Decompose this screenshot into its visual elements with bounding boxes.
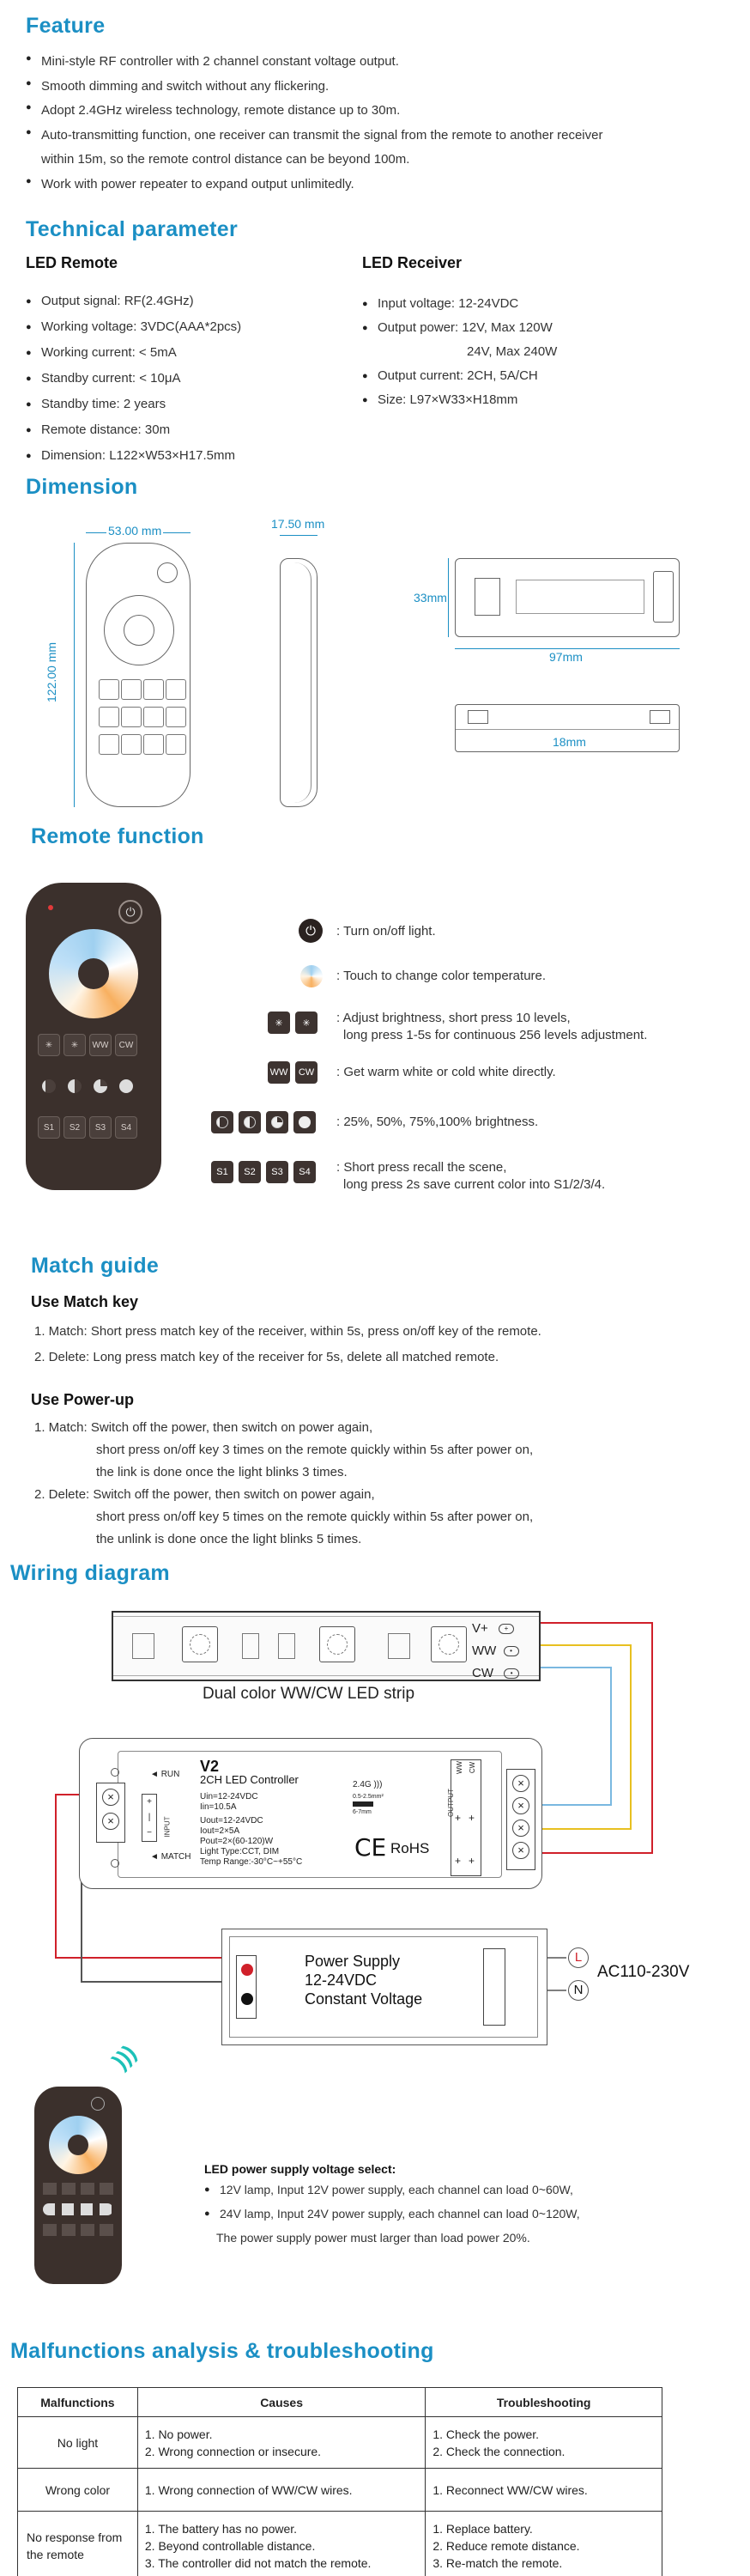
table-row	[18, 2417, 662, 2469]
func-scene-line2: long press 2s save current color into S1/2/3/4.	[343, 1177, 606, 1192]
note-list	[204, 2178, 580, 2250]
wiring-title: Wiring diagram	[10, 1561, 170, 1585]
spec-item: ● Remote distance: 30m	[26, 417, 241, 443]
s1-key: S1	[38, 1116, 60, 1139]
feature-item: ● Adopt 2.4GHz wireless technology, remote distance up to 30m.	[26, 99, 729, 124]
terminal-cw: CW	[472, 1666, 493, 1680]
s3-key: S3	[89, 1116, 112, 1139]
brightness-down-icon: ✳	[268, 1012, 290, 1034]
remote-photo: ⏻ ✳ ✳ WW CW S1 S2 S3 S4	[26, 883, 161, 1190]
out-cw: CW	[469, 1761, 477, 1774]
table-header-row	[18, 2388, 662, 2417]
spec-line: Light Type:CCT, DIM	[200, 1847, 280, 1856]
feature-title: Feature	[26, 14, 106, 38]
led-remote-title: LED Remote	[26, 254, 118, 271]
func-scene-line1: : Short press recall the scene,	[336, 1160, 507, 1175]
input-terminal-block: × ×	[96, 1783, 125, 1843]
note-item-cont: The power supply power must larger than load power 20%.	[216, 2231, 530, 2245]
spec-item: ● Working voltage: 3VDC(AAA*2pcs)	[26, 314, 241, 340]
spec-item: ● Output power: 12V, Max 120W	[362, 316, 557, 340]
spec-line: Pout=2×(60-120)W	[200, 1837, 274, 1846]
spec-line: Uout=12-24VDC	[200, 1816, 263, 1826]
func-ww-cw: : Get warm white or cold white directly.	[336, 1065, 556, 1079]
fix-line: 1. Check the power.	[432, 2427, 540, 2441]
remote-outline-side	[280, 558, 318, 807]
spec-item: ● Output signal: RF(2.4GHz)	[26, 289, 241, 314]
cell-malfunction: No light	[18, 2417, 138, 2469]
match-key-step: 1. Match: Short press match key of the receiver, within 5s, press on/off key of the remote.	[34, 1324, 541, 1339]
controller-model: V2	[200, 1758, 220, 1775]
spec-line: Temp Range:-30°C~+55°C	[200, 1857, 303, 1867]
table-row	[18, 2469, 662, 2512]
match-guide-title: Match guide	[31, 1254, 160, 1278]
receiver-outline-top	[455, 558, 680, 637]
th-malfunctions: Malfunctions	[18, 2388, 138, 2417]
spec-item: ● Input voltage: 12-24VDC	[362, 292, 557, 316]
ce-mark: CE	[354, 1833, 387, 1862]
cause-line: 3. The controller did not match the remote.	[144, 2555, 372, 2570]
terminal-ww: WW	[472, 1643, 497, 1658]
controller-name: 2CH LED Controller	[200, 1773, 299, 1786]
wireless-icon: )))	[106, 2039, 142, 2074]
spec-line: Iin=10.5A	[200, 1802, 237, 1812]
power-up-title: Use Power-up	[31, 1391, 135, 1408]
match-key-title: Use Match key	[31, 1293, 139, 1310]
power-up-step-cont: the unlink is done once the light blinks 5 times.	[96, 1532, 362, 1546]
func-brightness-levels: : 25%, 50%, 75%,100% brightness.	[336, 1115, 539, 1129]
ps-line: Power Supply	[305, 1953, 401, 1970]
feature-item: ● Auto-transmitting function, one receiver can transmit the signal from the remote to another receiver	[26, 124, 729, 149]
led-strip	[112, 1611, 541, 1681]
ps-line: 12-24VDC	[305, 1971, 378, 1989]
remote-outline-front	[86, 543, 191, 807]
remote-small	[34, 2087, 122, 2284]
ps-minus-dot	[241, 1993, 253, 2005]
cell-causes	[137, 2512, 425, 2576]
power-supply	[221, 1929, 547, 2045]
cell-fix	[426, 2469, 662, 2512]
ps-line: Constant Voltage	[305, 1990, 423, 2008]
fix-line: 2. Check the connection.	[432, 2444, 566, 2458]
fix-line: 1. Replace battery.	[432, 2521, 533, 2536]
ps-label	[305, 1952, 422, 2008]
strip-label: Dual color WW/CW LED strip	[203, 1685, 415, 1703]
func-color-temp: : Touch to change color temperature.	[336, 969, 547, 983]
power-key-outline	[157, 562, 178, 583]
output-terminals: WW CW + + + +	[451, 1759, 481, 1876]
rf-text: 2.4G	[353, 1780, 372, 1789]
match-key-steps	[34, 1319, 541, 1370]
power-icon: ⏻	[118, 900, 142, 924]
spec-item: ● Working current: < 5mA	[26, 340, 241, 366]
ac-l-terminal: L	[568, 1947, 589, 1968]
cause-line: 1. Wrong connection of WW/CW wires.	[144, 2482, 353, 2497]
cell-malfunction: Wrong color	[18, 2469, 138, 2512]
func-brightness-line1: : Adjust brightness, short press 10 levels,	[336, 1011, 571, 1025]
match-label: MATCH	[160, 1852, 191, 1862]
power-up-step: 2. Delete: Switch off the power, then switch on power again,	[34, 1487, 375, 1502]
spec-item: ● Output current: 2CH, 5A/CH	[362, 364, 557, 388]
brightness-50-icon	[239, 1111, 261, 1133]
led-indicator	[48, 905, 53, 910]
rf-label	[353, 1780, 382, 1789]
ww-icon: WW	[268, 1061, 290, 1084]
note-item: ● 12V lamp, Input 12V power supply, each channel can load 0~60W,	[204, 2178, 580, 2202]
cw-key: CW	[115, 1034, 137, 1056]
tech-title: Technical parameter	[26, 217, 239, 241]
dim-depth: 17.50 mm	[271, 517, 325, 531]
dim-receiver-d: 18mm	[553, 735, 586, 749]
spec-item-cont: 24V, Max 240W	[467, 344, 558, 359]
remote-function-title: Remote function	[31, 824, 204, 848]
brightness-75-icon	[266, 1111, 288, 1133]
power-up-step: 1. Match: Switch off the power, then switch on power again,	[34, 1420, 373, 1435]
power-up-step-cont: the link is done once the light blinks 3 times.	[96, 1465, 348, 1479]
s2-icon: S2	[239, 1161, 261, 1183]
s2-key: S2	[64, 1116, 86, 1139]
cause-line: 2. Beyond controllable distance.	[144, 2538, 316, 2553]
feature-item-cont: within 15m, so the remote control distance can be beyond 100m.	[41, 152, 410, 167]
fix-line: 1. Reconnect WW/CW wires.	[432, 2482, 588, 2497]
cell-fix	[426, 2512, 662, 2576]
output-label: OUTPUT	[446, 1789, 455, 1817]
trouble-table	[17, 2387, 662, 2576]
brightness-25-icon	[211, 1111, 233, 1133]
cause-line: 1. The battery has no power.	[144, 2521, 298, 2536]
ww-key: WW	[89, 1034, 112, 1056]
power-up-step-cont: short press on/off key 3 times on the remote quickly within 5s after power on,	[96, 1443, 534, 1457]
func-brightness	[336, 1010, 647, 1044]
dim-receiver-l: 97mm	[549, 650, 583, 664]
strip-length-label: 6-7mm	[353, 1809, 372, 1815]
strip-terminals: V+ + WW • CW •	[472, 1618, 519, 1685]
controller-specs	[200, 1792, 302, 1868]
brightness-100-icon	[293, 1111, 316, 1133]
feature-item: ● Work with power repeater to expand output unlimitedly.	[26, 173, 729, 197]
brightness-up-icon: ✳	[295, 1012, 318, 1034]
receiver-specs	[362, 292, 557, 412]
ac-label: AC110-230V	[597, 1963, 690, 1981]
wifi-icon: )))	[373, 1780, 383, 1789]
s4-icon: S4	[293, 1161, 316, 1183]
spec-line: Iout=2×5A	[200, 1826, 240, 1836]
rohs-mark: RoHS	[390, 1840, 430, 1856]
input-label: INPUT	[163, 1816, 172, 1838]
cell-fix	[426, 2417, 662, 2469]
wire-size-label: 0.5-2.5mm²	[353, 1794, 384, 1800]
power-up-step-cont: short press on/off key 5 times on the remote quickly within 5s after power on,	[96, 1510, 534, 1524]
fix-line: 2. Reduce remote distance.	[432, 2538, 580, 2553]
spec-item: ● Size: L97×W33×H18mm	[362, 388, 557, 412]
remote-specs	[26, 289, 241, 469]
feature-list	[26, 50, 729, 197]
feature-item: ● Smooth dimming and switch without any flickering.	[26, 75, 729, 100]
cause-line: 2. Wrong connection or insecure.	[144, 2444, 322, 2458]
color-temp-ring	[49, 929, 138, 1018]
spec-line: Uin=12-24VDC	[200, 1792, 258, 1801]
cell-malfunction: No response from the remote	[18, 2512, 138, 2576]
controller-box: ◄ RUN ◄ MATCH + | − INPUT V2 2CH LED Controller Uin=12-24VDC Iin=10.5A Uout=12-24VDC Iout=2×5A Pout=2×(60-120)W Light Type:CCT, DIM Temp Range:-30°C~+55°C 2.4G ))) 0.5-2.5mm² 6-7mm CE RoHS WW CW + + + + OUTPUT	[79, 1738, 542, 1889]
cause-line: 1. No power.	[144, 2427, 213, 2441]
note-title: LED power supply voltage select:	[204, 2162, 396, 2176]
dim-height: 122.00 mm	[45, 641, 58, 702]
table-row	[18, 2512, 662, 2576]
th-troubleshooting: Troubleshooting	[426, 2388, 662, 2417]
dim-receiver-h: 33mm	[414, 591, 447, 605]
power-up-steps	[34, 1417, 533, 1551]
func-scene	[336, 1159, 605, 1194]
run-label: RUN	[160, 1770, 180, 1779]
func-power: : Turn on/off light.	[336, 924, 436, 939]
touch-ring-outline	[104, 595, 174, 665]
s3-icon: S3	[266, 1161, 288, 1183]
terminal-vplus: V+	[472, 1621, 488, 1636]
led-receiver-title: LED Receiver	[362, 254, 463, 271]
func-brightness-line2: long press 1-5s for continuous 256 levels adjustment.	[343, 1028, 648, 1042]
spec-item: ● Standby time: 2 years	[26, 392, 241, 417]
fix-line: 3. Re-match the remote.	[432, 2555, 563, 2570]
dim-width: 53.00 mm	[108, 524, 162, 538]
s1-icon: S1	[211, 1161, 233, 1183]
output-terminal-block: × × × ×	[506, 1769, 535, 1870]
match-key-step: 2. Delete: Long press match key of the receiver for 5s, delete all matched remote.	[34, 1350, 499, 1364]
power-icon: ⏻	[299, 919, 323, 943]
note-item: ● 24V lamp, Input 24V power supply, each channel can load 0~120W,	[204, 2202, 580, 2226]
ac-n-terminal: N	[568, 1980, 589, 2001]
cell-causes	[137, 2417, 425, 2469]
dimension-title: Dimension	[26, 475, 138, 499]
trouble-title: Malfunctions analysis & troubleshooting	[10, 2339, 434, 2363]
s4-key: S4	[115, 1116, 137, 1139]
spec-item: ● Standby current: < 10μA	[26, 366, 241, 392]
ps-plus-dot	[241, 1964, 253, 1976]
cell-causes	[137, 2469, 425, 2512]
cw-icon: CW	[295, 1061, 318, 1084]
spec-item: ● Dimension: L122×W53×H17.5mm	[26, 443, 241, 469]
out-ww: WW	[456, 1760, 464, 1775]
th-causes: Causes	[137, 2388, 425, 2417]
color-wheel-icon	[300, 965, 323, 987]
feature-item: ● Mini-style RF controller with 2 channel constant voltage output.	[26, 50, 729, 75]
